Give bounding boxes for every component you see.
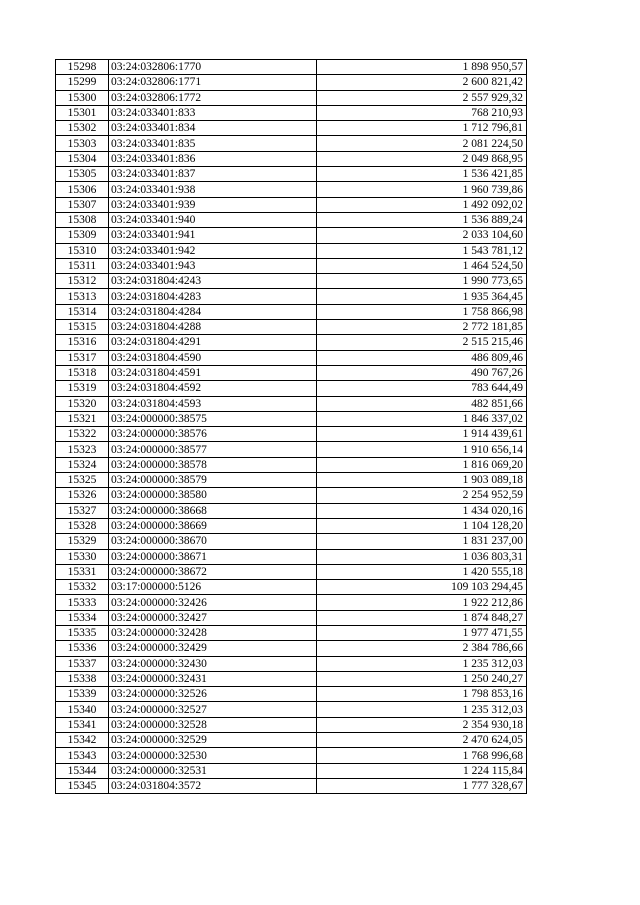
cadastral-number-cell: 03:24:000000:32526 xyxy=(109,687,317,702)
cadastral-value-cell: 1 434 020,16 xyxy=(317,503,527,518)
table-row xyxy=(56,580,527,595)
row-number-cell: 15305 xyxy=(56,167,109,182)
cadastral-value-cell: 486 809,46 xyxy=(317,350,527,365)
table-row xyxy=(56,136,527,151)
cadastral-value-cell: 1 224 115,84 xyxy=(317,763,527,778)
table-row xyxy=(56,121,527,136)
table-row xyxy=(56,610,527,625)
cadastral-number-cell: 03:17:000000:5126 xyxy=(109,580,317,595)
cadastral-number-cell: 03:24:000000:38578 xyxy=(109,457,317,472)
table-row xyxy=(56,381,527,396)
table-row xyxy=(56,335,527,350)
table-row xyxy=(56,518,527,533)
row-number-cell: 15338 xyxy=(56,671,109,686)
row-number-cell: 15310 xyxy=(56,243,109,258)
row-number-cell: 15317 xyxy=(56,350,109,365)
cadastral-number-cell: 03:24:000000:38575 xyxy=(109,411,317,426)
cadastral-value-cell: 2 772 181,85 xyxy=(317,320,527,335)
cadastral-value-cell: 1 960 739,86 xyxy=(317,182,527,197)
table-row xyxy=(56,167,527,182)
cadastral-value-cell: 783 644,49 xyxy=(317,381,527,396)
cadastral-value-cell: 490 767,26 xyxy=(317,365,527,380)
table-row xyxy=(56,365,527,380)
cadastral-value-cell: 1 922 212,86 xyxy=(317,595,527,610)
row-number-cell: 15322 xyxy=(56,427,109,442)
cadastral-number-cell: 03:24:031804:4288 xyxy=(109,320,317,335)
cadastral-value-cell: 1 250 240,27 xyxy=(317,671,527,686)
table-row xyxy=(56,641,527,656)
row-number-cell: 15307 xyxy=(56,197,109,212)
row-number-cell: 15300 xyxy=(56,90,109,105)
cadastral-value-cell: 1 464 524,50 xyxy=(317,258,527,273)
cadastral-value-cell: 2 049 868,95 xyxy=(317,151,527,166)
cadastral-number-cell: 03:24:031804:4283 xyxy=(109,289,317,304)
table-row xyxy=(56,503,527,518)
row-number-cell: 15341 xyxy=(56,717,109,732)
row-number-cell: 15320 xyxy=(56,396,109,411)
cadastral-value-cell: 109 103 294,45 xyxy=(317,580,527,595)
cadastral-number-cell: 03:24:000000:32528 xyxy=(109,717,317,732)
cadastral-value-cell: 1 914 439,61 xyxy=(317,427,527,442)
table-row xyxy=(56,473,527,488)
cadastral-number-cell: 03:24:033401:940 xyxy=(109,212,317,227)
row-number-cell: 15344 xyxy=(56,763,109,778)
table-row xyxy=(56,534,527,549)
cadastral-number-cell: 03:24:031804:3572 xyxy=(109,778,317,793)
cadastral-number-cell: 03:24:033401:941 xyxy=(109,228,317,243)
row-number-cell: 15326 xyxy=(56,488,109,503)
cadastral-number-cell: 03:24:033401:837 xyxy=(109,167,317,182)
cadastral-value-cell: 1 420 555,18 xyxy=(317,564,527,579)
cadastral-number-cell: 03:24:000000:32431 xyxy=(109,671,317,686)
table-row xyxy=(56,320,527,335)
cadastral-number-cell: 03:24:000000:38671 xyxy=(109,549,317,564)
cadastral-number-cell: 03:24:032806:1770 xyxy=(109,60,317,75)
cadastral-number-cell: 03:24:033401:833 xyxy=(109,105,317,120)
cadastral-value-cell: 1 935 364,45 xyxy=(317,289,527,304)
cadastral-value-cell: 768 210,93 xyxy=(317,105,527,120)
table-row xyxy=(56,733,527,748)
cadastral-number-cell: 03:24:033401:939 xyxy=(109,197,317,212)
row-number-cell: 15302 xyxy=(56,121,109,136)
cadastral-number-cell: 03:24:031804:4284 xyxy=(109,304,317,319)
cadastral-value-cell: 1 831 237,00 xyxy=(317,534,527,549)
cadastral-number-cell: 03:24:031804:4243 xyxy=(109,274,317,289)
table-row xyxy=(56,289,527,304)
cadastral-value-cell: 1 492 092,02 xyxy=(317,197,527,212)
row-number-cell: 15314 xyxy=(56,304,109,319)
cadastral-value-cell: 2 600 821,42 xyxy=(317,75,527,90)
table-row xyxy=(56,212,527,227)
cadastral-value-cell: 1 798 853,16 xyxy=(317,687,527,702)
cadastral-value-table xyxy=(55,59,527,794)
cadastral-number-cell: 03:24:000000:32429 xyxy=(109,641,317,656)
cadastral-value-cell: 1 846 337,02 xyxy=(317,411,527,426)
row-number-cell: 15304 xyxy=(56,151,109,166)
row-number-cell: 15328 xyxy=(56,518,109,533)
cadastral-value-cell: 2 384 786,66 xyxy=(317,641,527,656)
row-number-cell: 15298 xyxy=(56,60,109,75)
cadastral-number-cell: 03:24:000000:32427 xyxy=(109,610,317,625)
cadastral-number-cell: 03:24:031804:4591 xyxy=(109,365,317,380)
cadastral-number-cell: 03:24:000000:38669 xyxy=(109,518,317,533)
cadastral-number-cell: 03:24:000000:32430 xyxy=(109,656,317,671)
cadastral-value-cell: 1 777 328,67 xyxy=(317,778,527,793)
cadastral-number-cell: 03:24:000000:38672 xyxy=(109,564,317,579)
cadastral-number-cell: 03:24:033401:938 xyxy=(109,182,317,197)
table-row xyxy=(56,488,527,503)
table-row xyxy=(56,763,527,778)
row-number-cell: 15336 xyxy=(56,641,109,656)
row-number-cell: 15301 xyxy=(56,105,109,120)
row-number-cell: 15311 xyxy=(56,258,109,273)
cadastral-number-cell: 03:24:033401:835 xyxy=(109,136,317,151)
cadastral-number-cell: 03:24:000000:38580 xyxy=(109,488,317,503)
row-number-cell: 15299 xyxy=(56,75,109,90)
row-number-cell: 15318 xyxy=(56,365,109,380)
row-number-cell: 15343 xyxy=(56,748,109,763)
cadastral-value-cell: 1 712 796,81 xyxy=(317,121,527,136)
cadastral-number-cell: 03:24:033401:943 xyxy=(109,258,317,273)
cadastral-number-cell: 03:24:000000:32428 xyxy=(109,625,317,640)
cadastral-value-cell: 1 235 312,03 xyxy=(317,656,527,671)
table-row xyxy=(56,687,527,702)
cadastral-value-cell: 2 254 952,59 xyxy=(317,488,527,503)
cadastral-value-cell: 1 104 128,20 xyxy=(317,518,527,533)
row-number-cell: 15330 xyxy=(56,549,109,564)
cadastral-number-cell: 03:24:000000:38577 xyxy=(109,442,317,457)
cadastral-value-cell: 2 033 104,60 xyxy=(317,228,527,243)
cadastral-value-cell: 1 898 950,57 xyxy=(317,60,527,75)
row-number-cell: 15329 xyxy=(56,534,109,549)
table-row xyxy=(56,182,527,197)
cadastral-value-cell: 1 536 889,24 xyxy=(317,212,527,227)
table-row xyxy=(56,396,527,411)
row-number-cell: 15331 xyxy=(56,564,109,579)
cadastral-value-cell: 2 557 929,32 xyxy=(317,90,527,105)
row-number-cell: 15333 xyxy=(56,595,109,610)
cadastral-number-cell: 03:24:031804:4291 xyxy=(109,335,317,350)
cadastral-value-cell: 1 816 069,20 xyxy=(317,457,527,472)
row-number-cell: 15312 xyxy=(56,274,109,289)
row-number-cell: 15339 xyxy=(56,687,109,702)
table-row xyxy=(56,60,527,75)
table-row xyxy=(56,304,527,319)
cadastral-number-cell: 03:24:031804:4590 xyxy=(109,350,317,365)
cadastral-number-cell: 03:24:000000:32530 xyxy=(109,748,317,763)
row-number-cell: 15313 xyxy=(56,289,109,304)
row-number-cell: 15342 xyxy=(56,733,109,748)
table-row xyxy=(56,717,527,732)
table-row xyxy=(56,151,527,166)
table-row xyxy=(56,258,527,273)
cadastral-value-cell: 2 354 930,18 xyxy=(317,717,527,732)
cadastral-number-cell: 03:24:000000:38670 xyxy=(109,534,317,549)
table-row xyxy=(56,228,527,243)
row-number-cell: 15332 xyxy=(56,580,109,595)
cadastral-value-cell: 1 543 781,12 xyxy=(317,243,527,258)
row-number-cell: 15345 xyxy=(56,778,109,793)
table-row xyxy=(56,702,527,717)
cadastral-number-cell: 03:24:000000:38576 xyxy=(109,427,317,442)
cadastral-number-cell: 03:24:000000:38668 xyxy=(109,503,317,518)
cadastral-value-cell: 1 768 996,68 xyxy=(317,748,527,763)
cadastral-value-cell: 2 515 215,46 xyxy=(317,335,527,350)
cadastral-number-cell: 03:24:032806:1772 xyxy=(109,90,317,105)
cadastral-value-cell: 1 235 312,03 xyxy=(317,702,527,717)
cadastral-value-cell: 1 990 773,65 xyxy=(317,274,527,289)
row-number-cell: 15335 xyxy=(56,625,109,640)
table-row xyxy=(56,656,527,671)
table-row xyxy=(56,75,527,90)
table-row xyxy=(56,778,527,793)
table-row xyxy=(56,274,527,289)
table-row xyxy=(56,90,527,105)
row-number-cell: 15337 xyxy=(56,656,109,671)
row-number-cell: 15319 xyxy=(56,381,109,396)
cadastral-number-cell: 03:24:000000:32531 xyxy=(109,763,317,778)
cadastral-number-cell: 03:24:000000:32529 xyxy=(109,733,317,748)
row-number-cell: 15309 xyxy=(56,228,109,243)
table-row xyxy=(56,457,527,472)
table-row xyxy=(56,427,527,442)
cadastral-number-cell: 03:24:000000:38579 xyxy=(109,473,317,488)
row-number-cell: 15306 xyxy=(56,182,109,197)
row-number-cell: 15308 xyxy=(56,212,109,227)
cadastral-number-cell: 03:24:033401:942 xyxy=(109,243,317,258)
cadastral-number-cell: 03:24:000000:32426 xyxy=(109,595,317,610)
table-row xyxy=(56,411,527,426)
cadastral-value-cell: 1 910 656,14 xyxy=(317,442,527,457)
row-number-cell: 15340 xyxy=(56,702,109,717)
cadastral-value-cell: 1 036 803,31 xyxy=(317,549,527,564)
cadastral-value-cell: 2 081 224,50 xyxy=(317,136,527,151)
row-number-cell: 15303 xyxy=(56,136,109,151)
table-row xyxy=(56,350,527,365)
cadastral-value-cell: 1 874 848,27 xyxy=(317,610,527,625)
cadastral-number-cell: 03:24:031804:4592 xyxy=(109,381,317,396)
row-number-cell: 15316 xyxy=(56,335,109,350)
cadastral-value-cell: 482 851,66 xyxy=(317,396,527,411)
row-number-cell: 15325 xyxy=(56,473,109,488)
table-row xyxy=(56,549,527,564)
cadastral-number-cell: 03:24:000000:32527 xyxy=(109,702,317,717)
cadastral-number-cell: 03:24:031804:4593 xyxy=(109,396,317,411)
table-row xyxy=(56,625,527,640)
cadastral-value-cell: 1 903 089,18 xyxy=(317,473,527,488)
table-row xyxy=(56,595,527,610)
row-number-cell: 15315 xyxy=(56,320,109,335)
table-row xyxy=(56,442,527,457)
cadastral-value-cell: 1 977 471,55 xyxy=(317,625,527,640)
row-number-cell: 15324 xyxy=(56,457,109,472)
cadastral-number-cell: 03:24:032806:1771 xyxy=(109,75,317,90)
cadastral-value-cell: 2 470 624,05 xyxy=(317,733,527,748)
row-number-cell: 15334 xyxy=(56,610,109,625)
cadastral-value-cell: 1 758 866,98 xyxy=(317,304,527,319)
row-number-cell: 15321 xyxy=(56,411,109,426)
row-number-cell: 15323 xyxy=(56,442,109,457)
cadastral-number-cell: 03:24:033401:836 xyxy=(109,151,317,166)
table-row xyxy=(56,748,527,763)
table-row xyxy=(56,105,527,120)
table-row xyxy=(56,197,527,212)
table-row xyxy=(56,564,527,579)
table-row xyxy=(56,671,527,686)
table-body xyxy=(56,60,527,794)
cadastral-number-cell: 03:24:033401:834 xyxy=(109,121,317,136)
table-row xyxy=(56,243,527,258)
row-number-cell: 15327 xyxy=(56,503,109,518)
cadastral-value-cell: 1 536 421,85 xyxy=(317,167,527,182)
